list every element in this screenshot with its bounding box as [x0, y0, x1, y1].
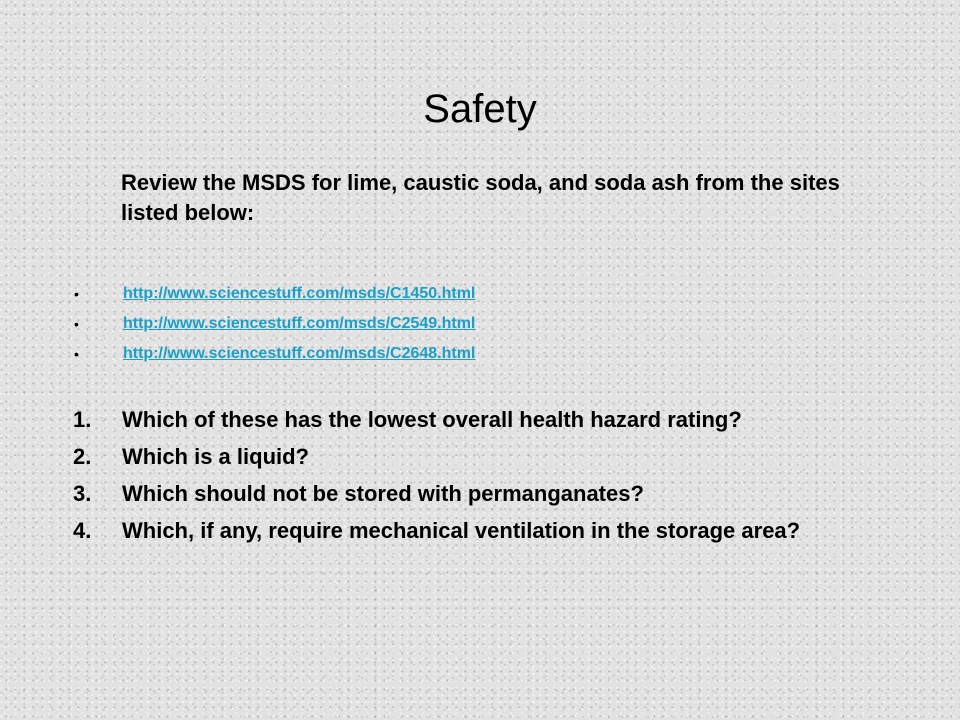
question-list: [0, 405, 902, 553]
question-text: Which should not be stored with permanganates?: [122, 481, 644, 506]
bullet-icon: •: [74, 286, 79, 302]
intro-text: Review the MSDS for lime, caustic soda, and soda ash from the sites listed below:: [121, 170, 840, 225]
question-number: 2.: [73, 444, 92, 469]
question-text: Which of these has the lowest overall health hazard rating?: [122, 407, 742, 432]
msds-link-c1450[interactable]: http://www.sciencestuff.com/msds/C1450.html: [123, 285, 476, 302]
question-item: [0, 442, 902, 472]
slide-title: Safety: [423, 86, 537, 131]
question-text: Which, if any, require mechanical ventilation in the storage area?: [122, 518, 801, 543]
question-number: 3.: [73, 481, 92, 506]
question-item: [0, 479, 902, 509]
question-text: Which is a liquid?: [122, 444, 309, 469]
msds-link-c2648[interactable]: http://www.sciencestuff.com/msds/C2648.html: [123, 345, 476, 362]
question-number: 1.: [73, 407, 92, 432]
msds-link-c2549[interactable]: http://www.sciencestuff.com/msds/C2549.html: [123, 315, 476, 332]
question-number: 4.: [73, 518, 92, 543]
question-item: [0, 516, 902, 546]
question-item: [0, 405, 902, 435]
bullet-icon: •: [74, 316, 79, 332]
bullet-icon: •: [74, 346, 79, 362]
